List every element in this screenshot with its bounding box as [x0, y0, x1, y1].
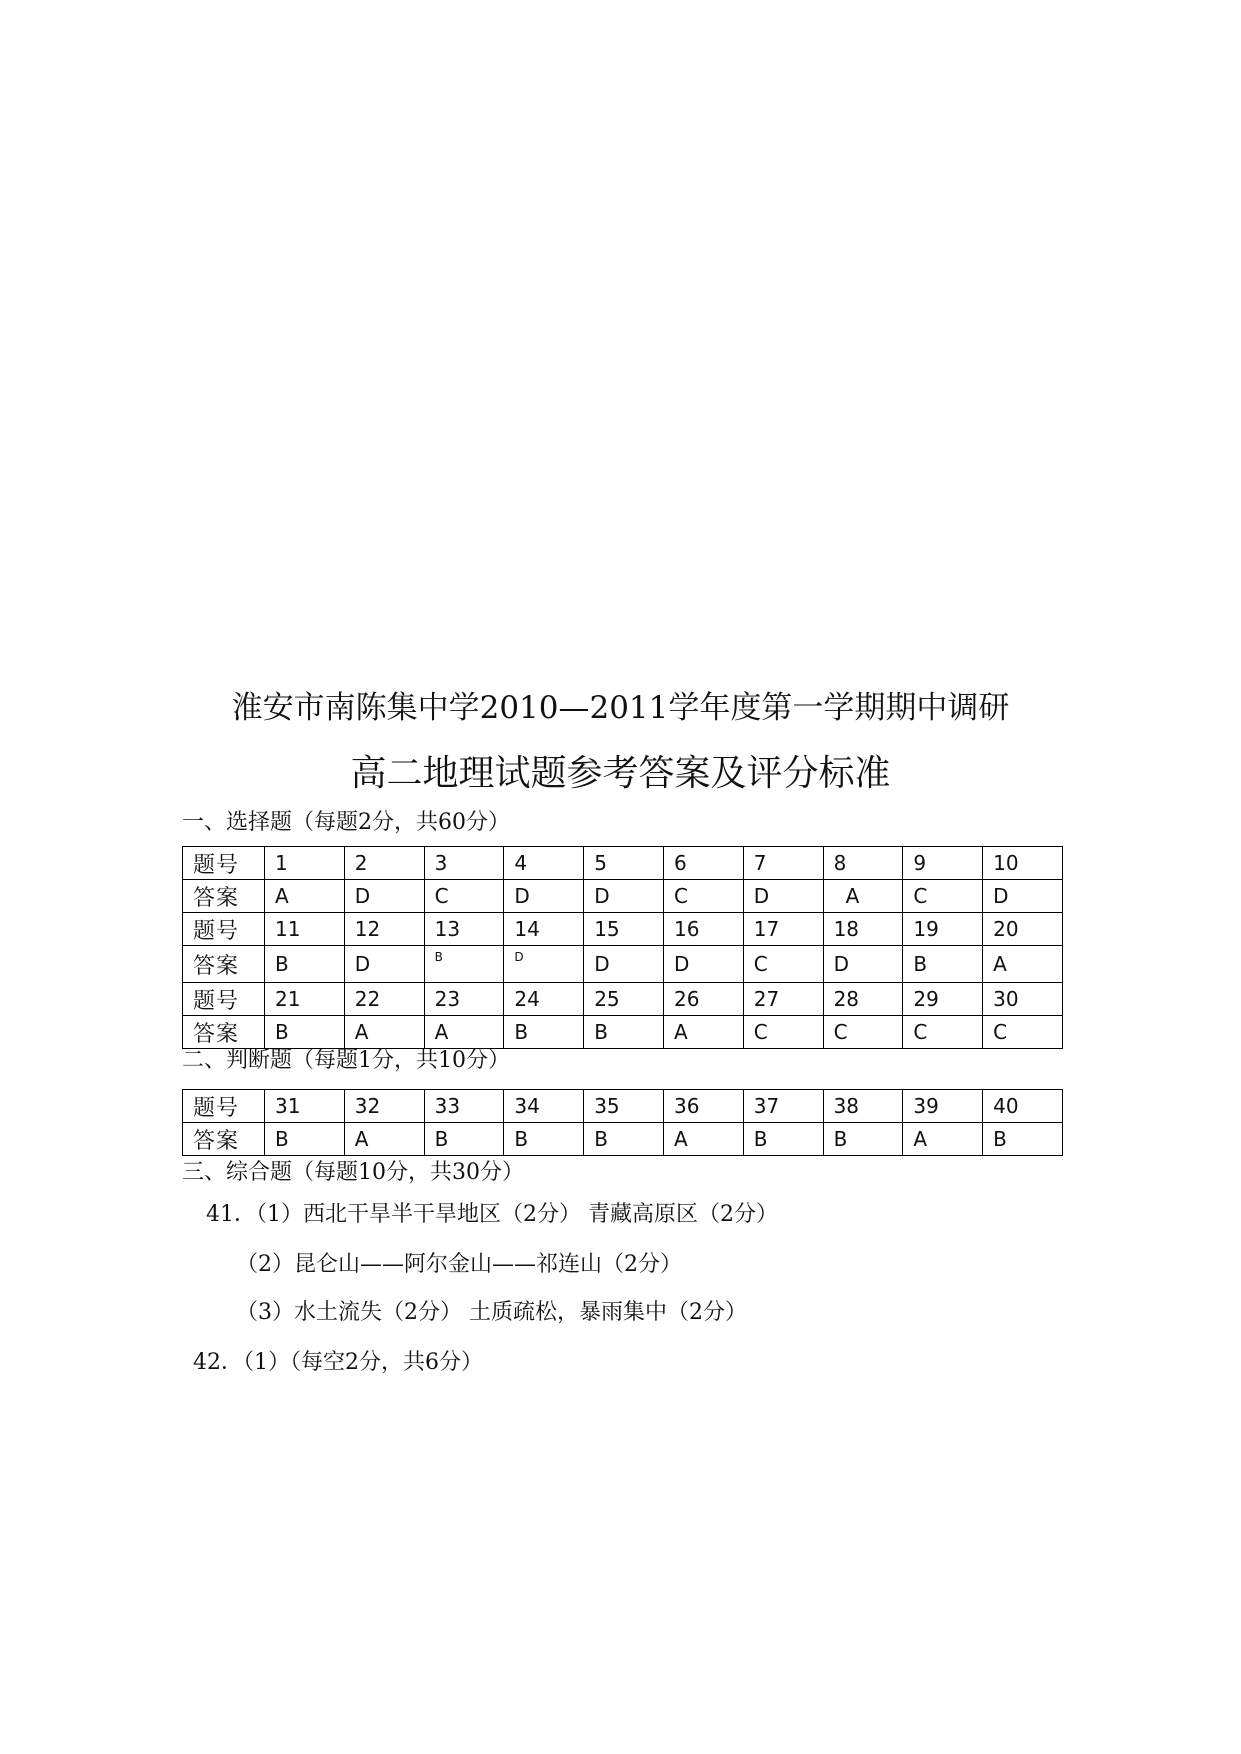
question-number: 20: [983, 913, 1063, 946]
question-number: 8: [823, 847, 903, 880]
row-label-answer: 答案: [183, 1016, 265, 1049]
answer-cell: D: [504, 880, 584, 913]
answer-42-part1: 42．（1）（每空2分，共6分）: [193, 1350, 483, 1375]
answer-cell: D: [663, 946, 743, 983]
answer-41-part3: （3）水土流失（2分） 土质疏松，暴雨集中（2分）: [236, 1300, 747, 1325]
question-number: 36: [663, 1090, 743, 1123]
question-number: 34: [504, 1090, 584, 1123]
choice-answer-table: [182, 846, 1063, 1049]
answer-cell: A: [663, 1123, 743, 1156]
row-label-answer: 答案: [183, 880, 265, 913]
question-number: 10: [983, 847, 1063, 880]
answer-cell: B: [265, 1016, 345, 1049]
question-number: 11: [265, 913, 345, 946]
table-row: [183, 983, 1063, 1016]
question-number: 2: [344, 847, 424, 880]
question-number: 17: [743, 913, 823, 946]
answer-cell: B: [265, 1123, 345, 1156]
answer-cell: D: [504, 946, 584, 983]
answer-cell: C: [663, 880, 743, 913]
question-number: 3: [424, 847, 504, 880]
question-number: 28: [823, 983, 903, 1016]
answer-cell: B: [983, 1123, 1063, 1156]
question-number: 6: [663, 847, 743, 880]
question-number: 7: [743, 847, 823, 880]
answer-cell: D: [344, 946, 424, 983]
answer-cell: C: [823, 1016, 903, 1049]
answer-cell: C: [903, 1016, 983, 1049]
question-number: 14: [504, 913, 584, 946]
table-row: [183, 913, 1063, 946]
answer-cell: A: [344, 1123, 424, 1156]
question-number: 38: [823, 1090, 903, 1123]
question-number: 4: [504, 847, 584, 880]
answer-cell: D: [584, 880, 664, 913]
question-number: 35: [584, 1090, 664, 1123]
answer-cell: D: [823, 946, 903, 983]
answer-cell: D: [584, 946, 664, 983]
answer-41-part2: （2）昆仑山——阿尔金山——祁连山（2分）: [236, 1252, 682, 1277]
question-number: 18: [823, 913, 903, 946]
question-number: 25: [584, 983, 664, 1016]
row-label-number: 题号: [183, 1090, 265, 1123]
question-number: 19: [903, 913, 983, 946]
question-number: 22: [344, 983, 424, 1016]
answer-cell: D: [983, 880, 1063, 913]
question-number: 37: [743, 1090, 823, 1123]
answer-cell: C: [743, 946, 823, 983]
section3-heading: 三、综合题（每题10分，共30分）: [182, 1160, 524, 1185]
question-number: 27: [743, 983, 823, 1016]
question-number: 12: [344, 913, 424, 946]
question-number: 30: [983, 983, 1063, 1016]
answer-cell: A: [424, 1016, 504, 1049]
answer-cell: A: [903, 1123, 983, 1156]
answer-cell: B: [823, 1123, 903, 1156]
document-title: 淮安市南陈集中学2010—2011学年度第一学期期中调研: [231, 690, 1010, 726]
table-row: [183, 946, 1063, 983]
answer-cell: B: [743, 1123, 823, 1156]
question-number: 26: [663, 983, 743, 1016]
question-number: 29: [903, 983, 983, 1016]
answer-cell: A: [823, 880, 903, 913]
judgment-answer-table: [182, 1089, 1063, 1156]
row-label-number: 题号: [183, 847, 265, 880]
table-row: [183, 847, 1063, 880]
question-number: 24: [504, 983, 584, 1016]
answer-cell: C: [743, 1016, 823, 1049]
answer-cell: B: [584, 1016, 664, 1049]
question-number: 9: [903, 847, 983, 880]
row-label-answer: 答案: [183, 1123, 265, 1156]
answer-cell: B: [903, 946, 983, 983]
answer-cell: B: [504, 1016, 584, 1049]
answer-cell: A: [983, 946, 1063, 983]
row-label-answer: 答案: [183, 946, 265, 983]
question-number: 31: [265, 1090, 345, 1123]
question-number: 33: [424, 1090, 504, 1123]
answer-cell: C: [903, 880, 983, 913]
answer-cell: A: [663, 1016, 743, 1049]
question-number: 13: [424, 913, 504, 946]
table-row: [183, 1016, 1063, 1049]
answer-cell: A: [344, 1016, 424, 1049]
answer-cell: B: [584, 1123, 664, 1156]
answer-cell: A: [265, 880, 345, 913]
answer-cell: B: [424, 1123, 504, 1156]
question-number: 5: [584, 847, 664, 880]
row-label-number: 题号: [183, 983, 265, 1016]
section1-heading: 一、选择题（每题2分，共60分）: [182, 810, 510, 835]
answer-cell: B: [265, 946, 345, 983]
document-subtitle: 高二地理试题参考答案及评分标准: [350, 753, 891, 794]
question-number: 23: [424, 983, 504, 1016]
question-number: 32: [344, 1090, 424, 1123]
answer-cell: C: [424, 880, 504, 913]
answer-41-part1: 41．（1）西北干旱半干旱地区（2分） 青藏高原区（2分）: [206, 1202, 778, 1227]
answer-cell: B: [504, 1123, 584, 1156]
question-number: 16: [663, 913, 743, 946]
question-number: 15: [584, 913, 664, 946]
table-row: [183, 1123, 1063, 1156]
answer-cell: D: [743, 880, 823, 913]
question-number: 1: [265, 847, 345, 880]
question-number: 39: [903, 1090, 983, 1123]
answer-cell: B: [424, 946, 504, 983]
question-number: 21: [265, 983, 345, 1016]
table-row: [183, 1090, 1063, 1123]
answer-cell: D: [344, 880, 424, 913]
row-label-number: 题号: [183, 913, 265, 946]
question-number: 40: [983, 1090, 1063, 1123]
table-row: [183, 880, 1063, 913]
answer-cell: C: [983, 1016, 1063, 1049]
section2-heading: 二、判断题（每题1分，共10分）: [182, 1048, 510, 1073]
